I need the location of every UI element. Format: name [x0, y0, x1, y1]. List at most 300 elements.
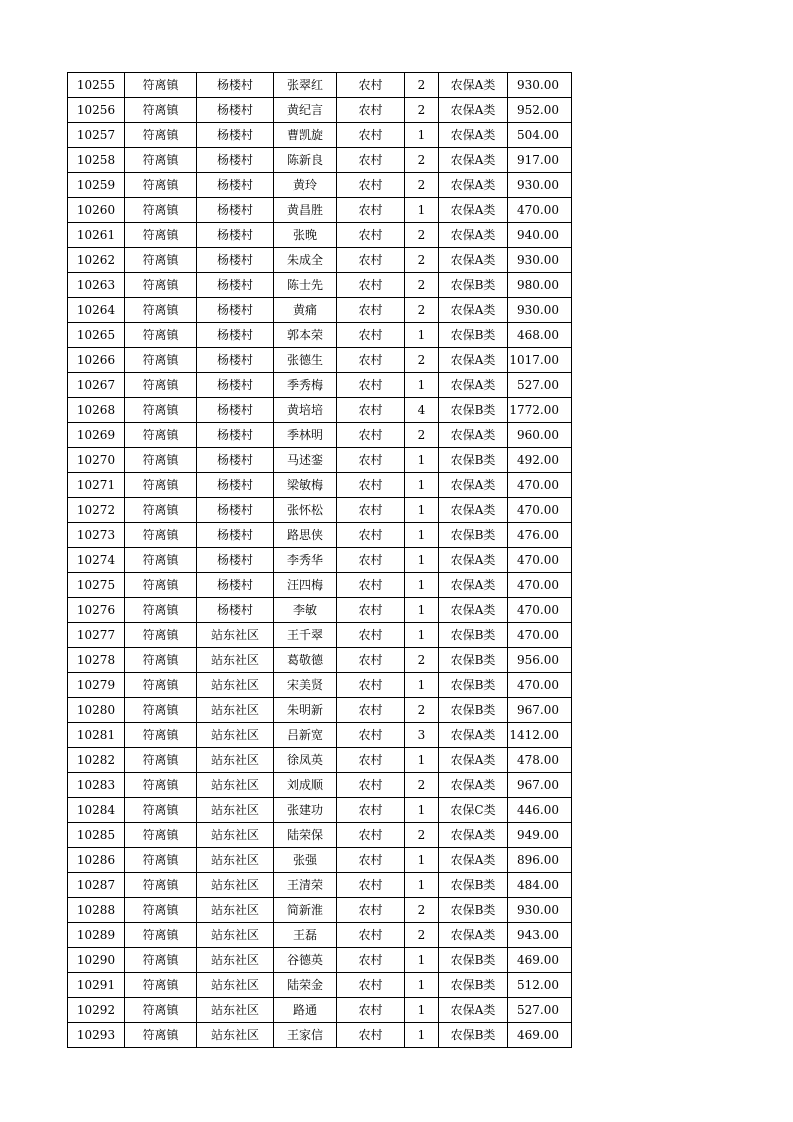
village-cell: 杨楼村 — [197, 598, 274, 623]
household-type-cell: 农村 — [337, 923, 405, 948]
insurance-category-cell: 农保B类 — [439, 398, 508, 423]
table-row — [68, 1023, 572, 1048]
amount-cell: 470.00 — [508, 198, 572, 223]
amount-cell: 470.00 — [508, 623, 572, 648]
village-cell: 站东社区 — [197, 748, 274, 773]
town-cell: 符离镇 — [125, 1023, 197, 1048]
person-name-cell: 路通 — [274, 998, 337, 1023]
table-row — [68, 898, 572, 923]
insurance-category-cell: 农保A类 — [439, 473, 508, 498]
insurance-category-cell: 农保A类 — [439, 498, 508, 523]
household-type-cell: 农村 — [337, 898, 405, 923]
table-row — [68, 73, 572, 98]
insurance-category-cell: 农保A类 — [439, 98, 508, 123]
insurance-category-cell: 农保B类 — [439, 1023, 508, 1048]
amount-cell: 469.00 — [508, 1023, 572, 1048]
person-name-cell: 朱成全 — [274, 248, 337, 273]
village-cell: 站东社区 — [197, 673, 274, 698]
row-id-cell: 10264 — [68, 298, 125, 323]
village-cell: 杨楼村 — [197, 423, 274, 448]
member-count-cell: 1 — [405, 1023, 439, 1048]
village-cell: 杨楼村 — [197, 498, 274, 523]
member-count-cell: 4 — [405, 398, 439, 423]
table-row — [68, 623, 572, 648]
member-count-cell: 1 — [405, 448, 439, 473]
row-id-cell: 10279 — [68, 673, 125, 698]
row-id-cell: 10293 — [68, 1023, 125, 1048]
household-type-cell: 农村 — [337, 723, 405, 748]
member-count-cell: 2 — [405, 98, 439, 123]
person-name-cell: 张强 — [274, 848, 337, 873]
row-id-cell: 10270 — [68, 448, 125, 473]
member-count-cell: 1 — [405, 748, 439, 773]
village-cell: 杨楼村 — [197, 448, 274, 473]
table-row — [68, 498, 572, 523]
household-type-cell: 农村 — [337, 1023, 405, 1048]
village-cell: 杨楼村 — [197, 323, 274, 348]
amount-cell: 1017.00 — [508, 348, 572, 373]
person-name-cell: 王家信 — [274, 1023, 337, 1048]
row-id-cell: 10288 — [68, 898, 125, 923]
table-row — [68, 223, 572, 248]
household-type-cell: 农村 — [337, 373, 405, 398]
member-count-cell: 2 — [405, 298, 439, 323]
row-id-cell: 10269 — [68, 423, 125, 448]
row-id-cell: 10266 — [68, 348, 125, 373]
village-cell: 站东社区 — [197, 923, 274, 948]
household-type-cell: 农村 — [337, 998, 405, 1023]
household-type-cell: 农村 — [337, 698, 405, 723]
amount-cell: 446.00 — [508, 798, 572, 823]
town-cell: 符离镇 — [125, 348, 197, 373]
amount-cell: 470.00 — [508, 598, 572, 623]
person-name-cell: 陆荣保 — [274, 823, 337, 848]
household-type-cell: 农村 — [337, 823, 405, 848]
household-type-cell: 农村 — [337, 223, 405, 248]
household-type-cell: 农村 — [337, 273, 405, 298]
table-row — [68, 523, 572, 548]
table-row — [68, 123, 572, 148]
household-type-cell: 农村 — [337, 848, 405, 873]
household-type-cell: 农村 — [337, 248, 405, 273]
row-id-cell: 10281 — [68, 723, 125, 748]
insurance-category-cell: 农保B类 — [439, 523, 508, 548]
amount-cell: 468.00 — [508, 323, 572, 348]
person-name-cell: 季林明 — [274, 423, 337, 448]
village-cell: 站东社区 — [197, 948, 274, 973]
household-type-cell: 农村 — [337, 423, 405, 448]
member-count-cell: 2 — [405, 73, 439, 98]
table-row — [68, 548, 572, 573]
insurance-category-cell: 农保A类 — [439, 548, 508, 573]
town-cell: 符离镇 — [125, 423, 197, 448]
person-name-cell: 陈士先 — [274, 273, 337, 298]
table-row — [68, 973, 572, 998]
amount-cell: 1772.00 — [508, 398, 572, 423]
amount-cell: 470.00 — [508, 573, 572, 598]
row-id-cell: 10280 — [68, 698, 125, 723]
insurance-category-cell: 农保A类 — [439, 298, 508, 323]
member-count-cell: 1 — [405, 998, 439, 1023]
insurance-category-cell: 农保A类 — [439, 923, 508, 948]
town-cell: 符离镇 — [125, 698, 197, 723]
insurance-category-cell: 农保A类 — [439, 148, 508, 173]
amount-cell: 952.00 — [508, 98, 572, 123]
row-id-cell: 10282 — [68, 748, 125, 773]
household-type-cell: 农村 — [337, 798, 405, 823]
insurance-category-cell: 农保A类 — [439, 598, 508, 623]
town-cell: 符离镇 — [125, 523, 197, 548]
household-type-cell: 农村 — [337, 148, 405, 173]
row-id-cell: 10292 — [68, 998, 125, 1023]
village-cell: 杨楼村 — [197, 373, 274, 398]
table-row — [68, 398, 572, 423]
village-cell: 杨楼村 — [197, 348, 274, 373]
member-count-cell: 1 — [405, 623, 439, 648]
village-cell: 杨楼村 — [197, 298, 274, 323]
row-id-cell: 10274 — [68, 548, 125, 573]
town-cell: 符离镇 — [125, 573, 197, 598]
amount-cell: 940.00 — [508, 223, 572, 248]
person-name-cell: 陈新良 — [274, 148, 337, 173]
town-cell: 符离镇 — [125, 723, 197, 748]
town-cell: 符离镇 — [125, 873, 197, 898]
village-cell: 杨楼村 — [197, 123, 274, 148]
amount-cell: 527.00 — [508, 998, 572, 1023]
household-type-cell: 农村 — [337, 198, 405, 223]
member-count-cell: 1 — [405, 848, 439, 873]
member-count-cell: 2 — [405, 923, 439, 948]
table-row — [68, 298, 572, 323]
row-id-cell: 10287 — [68, 873, 125, 898]
insurance-category-cell: 农保A类 — [439, 423, 508, 448]
member-count-cell: 2 — [405, 773, 439, 798]
insurance-category-cell: 农保A类 — [439, 248, 508, 273]
insurance-category-cell: 农保A类 — [439, 723, 508, 748]
village-cell: 站东社区 — [197, 848, 274, 873]
insurance-category-cell: 农保A类 — [439, 223, 508, 248]
household-type-cell: 农村 — [337, 648, 405, 673]
amount-cell: 980.00 — [508, 273, 572, 298]
town-cell: 符离镇 — [125, 448, 197, 473]
household-type-cell: 农村 — [337, 973, 405, 998]
amount-cell: 930.00 — [508, 173, 572, 198]
insurance-category-cell: 农保A类 — [439, 123, 508, 148]
row-id-cell: 10265 — [68, 323, 125, 348]
row-id-cell: 10286 — [68, 848, 125, 873]
household-type-cell: 农村 — [337, 773, 405, 798]
person-name-cell: 宋美贤 — [274, 673, 337, 698]
member-count-cell: 1 — [405, 598, 439, 623]
member-count-cell: 1 — [405, 973, 439, 998]
insurance-category-cell: 农保A类 — [439, 73, 508, 98]
town-cell: 符离镇 — [125, 98, 197, 123]
table-row — [68, 323, 572, 348]
amount-cell: 930.00 — [508, 898, 572, 923]
town-cell: 符离镇 — [125, 398, 197, 423]
person-name-cell: 李敏 — [274, 598, 337, 623]
insurance-category-cell: 农保A类 — [439, 348, 508, 373]
amount-cell: 956.00 — [508, 648, 572, 673]
table-row — [68, 348, 572, 373]
town-cell: 符离镇 — [125, 548, 197, 573]
table-row — [68, 673, 572, 698]
table-row — [68, 173, 572, 198]
table-row — [68, 273, 572, 298]
town-cell: 符离镇 — [125, 473, 197, 498]
amount-cell: 476.00 — [508, 523, 572, 548]
row-id-cell: 10271 — [68, 473, 125, 498]
table-row — [68, 598, 572, 623]
member-count-cell: 2 — [405, 148, 439, 173]
town-cell: 符离镇 — [125, 898, 197, 923]
town-cell: 符离镇 — [125, 848, 197, 873]
village-cell: 杨楼村 — [197, 173, 274, 198]
table-row — [68, 573, 572, 598]
member-count-cell: 2 — [405, 223, 439, 248]
village-cell: 杨楼村 — [197, 73, 274, 98]
person-name-cell: 曹凯旋 — [274, 123, 337, 148]
table-row — [68, 698, 572, 723]
member-count-cell: 1 — [405, 798, 439, 823]
row-id-cell: 10289 — [68, 923, 125, 948]
row-id-cell: 10284 — [68, 798, 125, 823]
row-id-cell: 10277 — [68, 623, 125, 648]
person-name-cell: 张德生 — [274, 348, 337, 373]
member-count-cell: 1 — [405, 573, 439, 598]
insurance-category-cell: 农保B类 — [439, 323, 508, 348]
table-row — [68, 748, 572, 773]
table-row — [68, 198, 572, 223]
village-cell: 杨楼村 — [197, 398, 274, 423]
table-row — [68, 998, 572, 1023]
household-type-cell: 农村 — [337, 523, 405, 548]
insurance-category-cell: 农保B类 — [439, 873, 508, 898]
person-name-cell: 谷德英 — [274, 948, 337, 973]
amount-cell: 478.00 — [508, 748, 572, 773]
household-type-cell: 农村 — [337, 948, 405, 973]
member-count-cell: 1 — [405, 523, 439, 548]
village-cell: 站东社区 — [197, 623, 274, 648]
town-cell: 符离镇 — [125, 748, 197, 773]
town-cell: 符离镇 — [125, 373, 197, 398]
amount-cell: 470.00 — [508, 473, 572, 498]
village-cell: 站东社区 — [197, 823, 274, 848]
row-id-cell: 10290 — [68, 948, 125, 973]
town-cell: 符离镇 — [125, 498, 197, 523]
person-name-cell: 王清荣 — [274, 873, 337, 898]
row-id-cell: 10276 — [68, 598, 125, 623]
household-type-cell: 农村 — [337, 623, 405, 648]
person-name-cell: 徐凤英 — [274, 748, 337, 773]
town-cell: 符离镇 — [125, 323, 197, 348]
member-count-cell: 1 — [405, 548, 439, 573]
household-type-cell: 农村 — [337, 173, 405, 198]
insurance-category-cell: 农保A类 — [439, 823, 508, 848]
member-count-cell: 1 — [405, 198, 439, 223]
insurance-category-cell: 农保B类 — [439, 648, 508, 673]
row-id-cell: 10275 — [68, 573, 125, 598]
table-row — [68, 448, 572, 473]
amount-cell: 896.00 — [508, 848, 572, 873]
row-id-cell: 10258 — [68, 148, 125, 173]
member-count-cell: 1 — [405, 123, 439, 148]
town-cell: 符离镇 — [125, 648, 197, 673]
household-type-cell: 农村 — [337, 548, 405, 573]
amount-cell: 967.00 — [508, 773, 572, 798]
member-count-cell: 3 — [405, 723, 439, 748]
amount-cell: 917.00 — [508, 148, 572, 173]
table-row — [68, 648, 572, 673]
person-name-cell: 葛敬德 — [274, 648, 337, 673]
person-name-cell: 李秀华 — [274, 548, 337, 573]
person-name-cell: 王磊 — [274, 923, 337, 948]
town-cell: 符离镇 — [125, 823, 197, 848]
person-name-cell: 简新淮 — [274, 898, 337, 923]
amount-cell: 967.00 — [508, 698, 572, 723]
town-cell: 符离镇 — [125, 73, 197, 98]
person-name-cell: 张翠红 — [274, 73, 337, 98]
insurance-category-cell: 农保B类 — [439, 623, 508, 648]
insurance-category-cell: 农保A类 — [439, 373, 508, 398]
amount-cell: 943.00 — [508, 923, 572, 948]
household-type-cell: 农村 — [337, 348, 405, 373]
member-count-cell: 1 — [405, 673, 439, 698]
table-row — [68, 423, 572, 448]
town-cell: 符离镇 — [125, 923, 197, 948]
person-name-cell: 吕新宽 — [274, 723, 337, 748]
table-row — [68, 798, 572, 823]
table-row — [68, 248, 572, 273]
village-cell: 站东社区 — [197, 698, 274, 723]
town-cell: 符离镇 — [125, 773, 197, 798]
amount-cell: 469.00 — [508, 948, 572, 973]
member-count-cell: 2 — [405, 423, 439, 448]
row-id-cell: 10262 — [68, 248, 125, 273]
insurance-category-cell: 农保B类 — [439, 948, 508, 973]
person-name-cell: 黄痛 — [274, 298, 337, 323]
village-cell: 杨楼村 — [197, 148, 274, 173]
person-name-cell: 梁敏梅 — [274, 473, 337, 498]
person-name-cell: 季秀梅 — [274, 373, 337, 398]
village-cell: 站东社区 — [197, 998, 274, 1023]
household-type-cell: 农村 — [337, 598, 405, 623]
person-name-cell: 张怀松 — [274, 498, 337, 523]
amount-cell: 470.00 — [508, 673, 572, 698]
insurance-category-cell: 农保A类 — [439, 748, 508, 773]
row-id-cell: 10260 — [68, 198, 125, 223]
member-count-cell: 2 — [405, 173, 439, 198]
person-name-cell: 黄纪言 — [274, 98, 337, 123]
village-cell: 杨楼村 — [197, 223, 274, 248]
village-cell: 站东社区 — [197, 648, 274, 673]
village-cell: 站东社区 — [197, 773, 274, 798]
amount-cell: 930.00 — [508, 73, 572, 98]
village-cell: 站东社区 — [197, 873, 274, 898]
village-cell: 杨楼村 — [197, 548, 274, 573]
row-id-cell: 10263 — [68, 273, 125, 298]
village-cell: 站东社区 — [197, 898, 274, 923]
row-id-cell: 10257 — [68, 123, 125, 148]
household-type-cell: 农村 — [337, 298, 405, 323]
row-id-cell: 10259 — [68, 173, 125, 198]
town-cell: 符离镇 — [125, 798, 197, 823]
household-type-cell: 农村 — [337, 73, 405, 98]
table-row — [68, 873, 572, 898]
person-name-cell: 朱明新 — [274, 698, 337, 723]
member-count-cell: 1 — [405, 473, 439, 498]
person-name-cell: 黄培培 — [274, 398, 337, 423]
person-name-cell: 郭本荣 — [274, 323, 337, 348]
row-id-cell: 10285 — [68, 823, 125, 848]
table-row — [68, 373, 572, 398]
member-count-cell: 1 — [405, 373, 439, 398]
row-id-cell: 10268 — [68, 398, 125, 423]
person-name-cell: 黄玲 — [274, 173, 337, 198]
row-id-cell: 10261 — [68, 223, 125, 248]
household-type-cell: 农村 — [337, 748, 405, 773]
amount-cell: 527.00 — [508, 373, 572, 398]
village-cell: 杨楼村 — [197, 523, 274, 548]
subsidy-roster-table — [67, 72, 572, 1048]
row-id-cell: 10291 — [68, 973, 125, 998]
household-type-cell: 农村 — [337, 398, 405, 423]
member-count-cell: 2 — [405, 898, 439, 923]
town-cell: 符离镇 — [125, 123, 197, 148]
insurance-category-cell: 农保B类 — [439, 273, 508, 298]
village-cell: 站东社区 — [197, 723, 274, 748]
table-row — [68, 773, 572, 798]
insurance-category-cell: 农保B类 — [439, 898, 508, 923]
town-cell: 符离镇 — [125, 623, 197, 648]
village-cell: 站东社区 — [197, 798, 274, 823]
member-count-cell: 2 — [405, 823, 439, 848]
table-row — [68, 98, 572, 123]
amount-cell: 504.00 — [508, 123, 572, 148]
household-type-cell: 农村 — [337, 123, 405, 148]
amount-cell: 949.00 — [508, 823, 572, 848]
amount-cell: 470.00 — [508, 498, 572, 523]
insurance-category-cell: 农保A类 — [439, 198, 508, 223]
insurance-category-cell: 农保A类 — [439, 773, 508, 798]
amount-cell: 930.00 — [508, 298, 572, 323]
roster-body — [68, 73, 572, 1048]
person-name-cell: 汪四梅 — [274, 573, 337, 598]
member-count-cell: 1 — [405, 873, 439, 898]
town-cell: 符离镇 — [125, 198, 197, 223]
insurance-category-cell: 农保C类 — [439, 798, 508, 823]
village-cell: 杨楼村 — [197, 273, 274, 298]
row-id-cell: 10255 — [68, 73, 125, 98]
town-cell: 符离镇 — [125, 948, 197, 973]
insurance-category-cell: 农保B类 — [439, 973, 508, 998]
insurance-category-cell: 农保B类 — [439, 698, 508, 723]
row-id-cell: 10272 — [68, 498, 125, 523]
member-count-cell: 2 — [405, 248, 439, 273]
insurance-category-cell: 农保A类 — [439, 998, 508, 1023]
insurance-category-cell: 农保B类 — [439, 448, 508, 473]
table-row — [68, 848, 572, 873]
person-name-cell: 陆荣金 — [274, 973, 337, 998]
table-row — [68, 948, 572, 973]
person-name-cell: 马述銮 — [274, 448, 337, 473]
row-id-cell: 10278 — [68, 648, 125, 673]
amount-cell: 492.00 — [508, 448, 572, 473]
town-cell: 符离镇 — [125, 273, 197, 298]
amount-cell: 960.00 — [508, 423, 572, 448]
household-type-cell: 农村 — [337, 323, 405, 348]
town-cell: 符离镇 — [125, 248, 197, 273]
